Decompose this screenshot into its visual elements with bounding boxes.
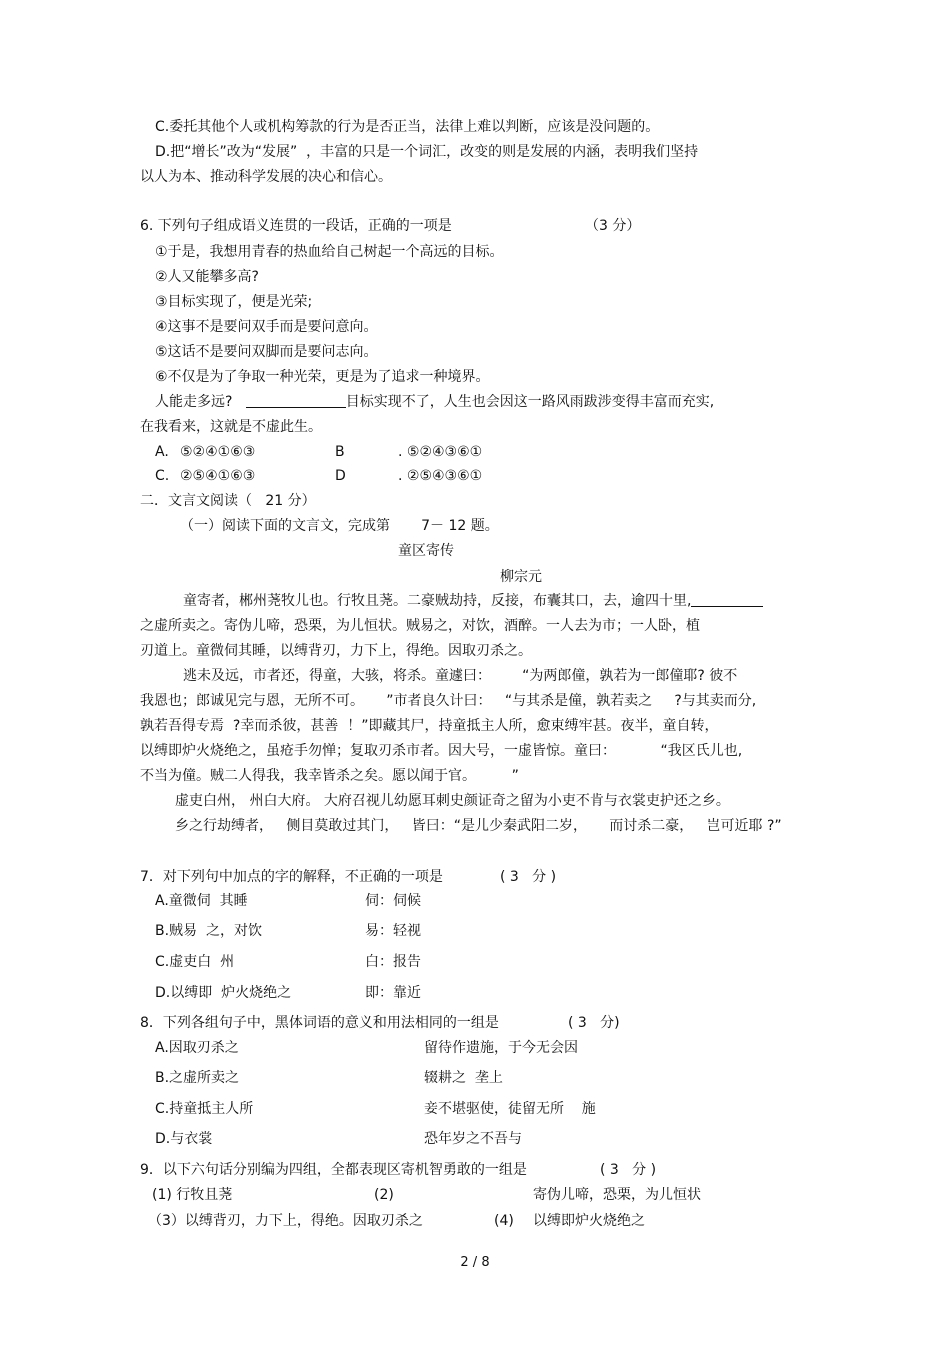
- q6-option-c-value: ②⑤④①⑥③: [180, 468, 256, 484]
- q9-option-3: （3）以缚背刃，力下上，得绝。因取刃杀之: [148, 1213, 423, 1229]
- q9-stem: 9．以下六句话分别编为四组，全都表现区寄机智勇敢的一组是: [140, 1162, 527, 1178]
- q9-option-4: 以缚即炉火烧绝之: [533, 1213, 645, 1229]
- q7-option-d-gloss: 即：靠近: [365, 985, 421, 1001]
- q7-stem: 7．对下列句中加点的字的解释，不正确的一项是: [140, 869, 443, 885]
- q6-option-b-value: . ⑤②④③⑥①: [398, 444, 483, 460]
- passage-p2-line3: 孰若吾得专焉 ?幸而杀彼，甚善 ！”即藏其尸，持童抵主人所，愈束缚牢甚。夜半，童自转，: [140, 718, 719, 734]
- q6-passage-start: 人能走多远?: [155, 394, 233, 410]
- passage-p1-line2: 之虚所卖之。寄伪儿啼，恐栗，为儿恒状。贼易之，对饮，酒醉。一人去为市；一人卧，植: [140, 618, 700, 634]
- q7-option-a-gloss: 伺：伺候: [365, 893, 421, 909]
- passage-p4: 乡之行劫缚者， 侧目莫敢过其门， 皆曰：“是儿少秦武阳二岁， 而讨杀二豪， 岂可近耶 ?”: [175, 818, 782, 834]
- q8-option-d-left: D.与衣裳: [155, 1131, 213, 1147]
- q7-score: ( 3 分 ): [500, 869, 557, 885]
- q6-sentence-2: ②人又能攀多高?: [155, 269, 259, 285]
- passage-p2-line2: 我恩也；郎诚见完与恩，无所不可。 ”市者良久计曰： “与其杀是僮，孰若卖之 ?与其卖而分,: [140, 693, 757, 709]
- q5-option-c: C.委托其他个人或机构筹款的行为是否正当，法律上难以判断，应该是没问题的。: [155, 119, 660, 135]
- section-2-title: 二．文言文阅读（ 21 分）: [140, 493, 316, 509]
- q8-option-c-left: C.持童抵主人所: [155, 1101, 254, 1117]
- q8-score: ( 3 分): [568, 1015, 620, 1031]
- q5-option-d-line2: 以人为本、推动科学发展的决心和信心。: [140, 169, 392, 185]
- passage-p1-line1: [183, 592, 763, 610]
- q6-sentence-1: ①于是，我想用青春的热血给自己树起一个高远的目标。: [155, 244, 504, 260]
- passage-underline: [691, 592, 763, 607]
- q8-option-a-left: A.因取刃杀之: [155, 1040, 239, 1056]
- q6-sentence-6: ⑥不仅是为了争取一种光荣，更是为了追求一种境界。: [155, 369, 490, 385]
- q6-answer-blank[interactable]: [246, 393, 346, 408]
- passage-p2-line4: 以缚即炉火烧绝之，虽疮手勿惮；复取刃杀市者。因大号，一虚皆惊。童曰： “我区氏儿也,: [140, 743, 743, 759]
- passage-p1-line1-text: 童寄者，郴州荛牧儿也。行牧且荛。二豪贼劫持，反接，布囊其口，去，逾四十里,: [183, 593, 692, 609]
- q6-sentence-3: ③目标实现了，便是光荣;: [155, 294, 313, 310]
- q9-option-2-number: (2): [374, 1187, 394, 1203]
- q7-option-a: A.童微伺 其睡: [155, 893, 248, 909]
- q6-score: （3 分）: [585, 218, 641, 234]
- q6-option-a-value: ⑤②④①⑥③: [180, 444, 256, 460]
- q8-option-b-right: 辍耕之 垄上: [424, 1070, 503, 1086]
- q6-passage-line2: 在我看来，这就是不虚此生。: [140, 419, 322, 435]
- q6-stem: 6. 下列句子组成语义连贯的一段话，正确的一项是: [140, 218, 452, 234]
- q6-option-b-label: B: [335, 444, 345, 460]
- q9-score: ( 3 分 ): [600, 1162, 657, 1178]
- q8-stem: 8．下列各组句子中，黑体词语的意义和用法相同的一组是: [140, 1015, 499, 1031]
- q8-option-a-right: 留待作遗施，于今无会因: [424, 1040, 578, 1056]
- q6-passage-line1: [155, 393, 714, 411]
- q7-option-c: C.虚吏白 州: [155, 954, 235, 970]
- q8-option-d-right: 恐年岁之不吾与: [424, 1131, 522, 1147]
- classical-text-author: 柳宗元: [500, 569, 542, 585]
- q8-option-b-left: B.之虚所卖之: [155, 1070, 240, 1086]
- section-2-intro: （一）阅读下面的文言文，完成第 7－ 12 题。: [180, 518, 499, 534]
- q6-option-c-label: C.: [155, 468, 170, 484]
- q7-option-c-gloss: 白：报告: [365, 954, 421, 970]
- q6-option-d-label: D: [335, 468, 346, 484]
- q7-option-b-gloss: 易：轻视: [365, 923, 421, 939]
- q6-passage-end: 目标实现不了，人生也会因这一路风雨跋涉变得丰富而充实,: [345, 394, 715, 410]
- q9-option-4-number: (4): [494, 1213, 514, 1229]
- q6-option-a-label: A.: [155, 444, 169, 460]
- page-number: 2 / 8: [460, 1255, 490, 1270]
- passage-p2-line1: 逃未及远，市者还，得童，大骇，将杀。童遽曰： “为两郎僮，孰若为一郎僮耶? 彼不: [183, 668, 738, 684]
- q5-option-d-line1: D.把“增长”改为“发展” ，丰富的只是一个词汇，改变的则是发展的内涵，表明我们坚持: [155, 144, 699, 160]
- q6-option-d-value: . ②⑤④③⑥①: [398, 468, 483, 484]
- q9-option-1: (1) 行牧且荛: [152, 1187, 233, 1203]
- q7-option-d: D.以缚即 炉火烧绝之: [155, 985, 292, 1001]
- passage-p3: 虚吏白州， 州白大府。 大府召视儿幼愿耳刺史颜证奇之留为小吏不肯与衣裳吏护还之乡。: [175, 793, 730, 809]
- q7-option-b: B.贼易 之，对饮: [155, 923, 262, 939]
- passage-p1-line3: 刃道上。童微伺其睡，以缚背刃，力下上，得绝。因取刃杀之。: [140, 643, 532, 659]
- q8-option-c-right: 妾不堪驱使，徒留无所 施: [424, 1101, 596, 1117]
- q6-sentence-5: ⑤这话不是要问双脚而是要问志向。: [155, 344, 378, 360]
- classical-text-title: 童区寄传: [398, 543, 454, 559]
- passage-p2-line5: 不当为僮。贼二人得我，我幸皆杀之矣。愿以闻于官。 ”: [140, 768, 519, 784]
- q9-option-2: 寄伪儿啼，恐栗，为儿恒状: [533, 1187, 701, 1203]
- q6-sentence-4: ④这事不是要问双手而是要问意向。: [155, 319, 378, 335]
